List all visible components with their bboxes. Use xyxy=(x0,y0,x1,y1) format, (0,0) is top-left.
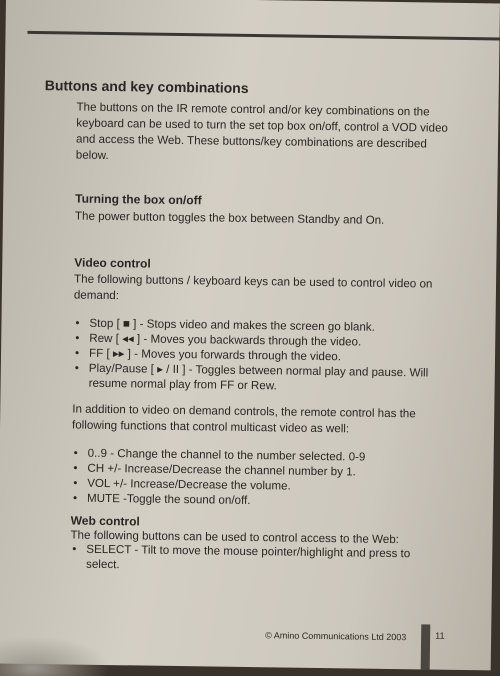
list-item: • Stop [ ■ ] - Stops video and makes the screen go blank. xyxy=(75,316,445,336)
multicast-intro: In addition to video on demand controls, the remote control has the following functions that control multicast video as well: xyxy=(71,402,416,436)
power-heading: Turning the box on/off xyxy=(75,191,202,208)
page-number: 11 xyxy=(435,630,445,641)
web-intro: The following buttons can be used to control access to the Web: xyxy=(70,528,400,547)
list-item: • CH +/- Increase/Decrease the channel number by 1. xyxy=(73,461,443,481)
list-item: • FF [ ▸▸ ] - Moves you forwards through the video. xyxy=(75,346,445,366)
video-controls-list xyxy=(75,316,446,396)
power-text: The power button toggles the box between Standby and On. xyxy=(74,209,385,227)
page-title: Buttons and key combinations xyxy=(44,77,249,96)
video-heading: Video control xyxy=(74,255,151,271)
list-item: • Rew [ ◂◂ ] - Moves you backwards through the video. xyxy=(75,331,445,351)
list-item: • Play/Pause [ ▸ / II ] - Toggles between normal play and pause. Will resume normal play from FF or Rew. xyxy=(75,361,445,396)
copyright-footer: © Amino Communications Ltd 2003 xyxy=(265,630,407,643)
list-item: • VOL +/- Increase/Decrease the volume. xyxy=(73,476,443,496)
list-item: • MUTE -Toggle the sound on/off. xyxy=(73,491,443,511)
video-intro: The following buttons / keyboard keys can be used to control video on demand: xyxy=(73,272,433,303)
multicast-controls-list xyxy=(73,446,444,511)
page-corner-shadow xyxy=(0,636,110,676)
list-item: • SELECT - Tilt to move the mouse pointer/highlight and press to select. xyxy=(72,542,422,577)
page-tab-bar xyxy=(421,624,431,669)
header-rule xyxy=(28,31,500,41)
web-heading: Web control xyxy=(70,513,140,529)
web-controls-list xyxy=(72,542,422,577)
list-item: • 0..9 - Change the channel to the number selected. 0-9 xyxy=(74,446,444,466)
intro-paragraph: The buttons on the IR remote control and/or key combinations on the keyboard can be used to turn the set top box on/off, control a VOD video and access the Web. These buttons/key combinations are described below. xyxy=(75,100,448,162)
